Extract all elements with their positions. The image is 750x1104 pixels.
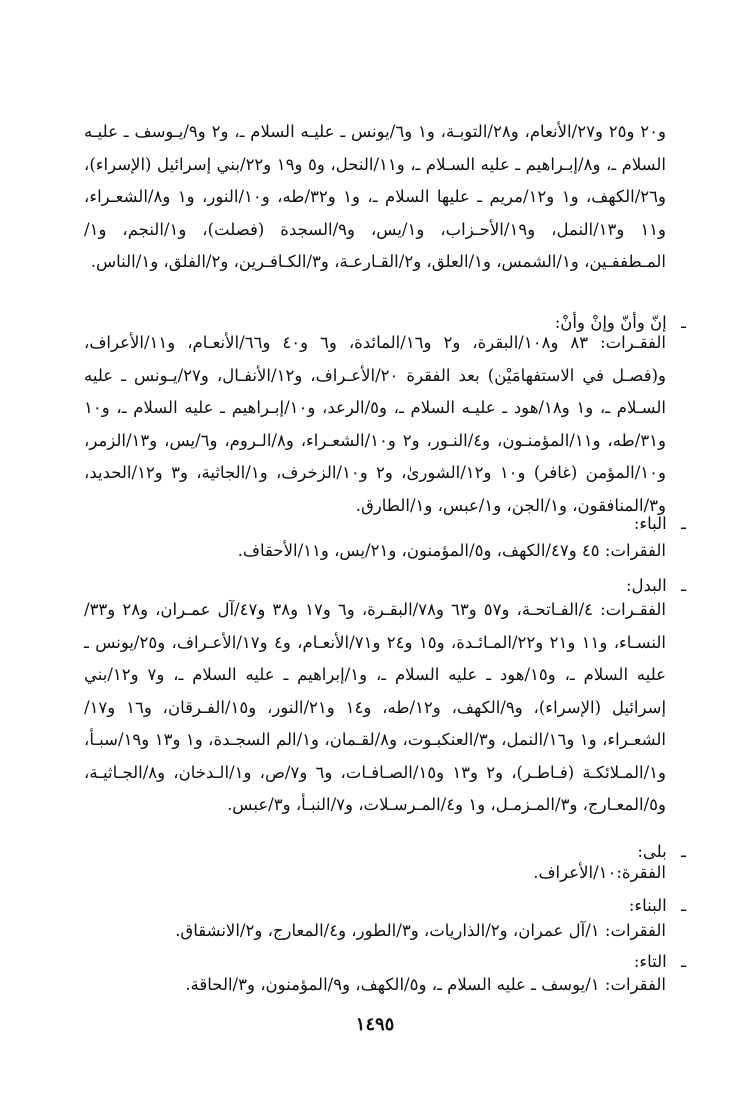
page-number: ١٤٩٥ — [355, 1014, 395, 1035]
heading-dash: ـ — [681, 514, 686, 533]
heading-label: التاء: — [633, 952, 667, 971]
heading-dash: ـ — [681, 313, 686, 332]
section-body-bala: الفقرة:١٠/الأعراف. — [533, 863, 666, 882]
heading-label: الباء: — [633, 514, 667, 533]
section-heading-binaa — [629, 894, 686, 918]
section-heading-baa — [634, 512, 686, 536]
heading-label: البدل: — [625, 576, 667, 595]
section-body-badal: الفقـرات: ٤/الفـاتحـة، و٥٧ و٦٣ و٧٨/البقـرة، و٦ و١٧ و٣٨ و٤٧/آل عمـران، و٢٨ و٣٣/النسـاء، و١١ و٢١ و٢٢/المـائـدة، و١٥ و٢٤ و٧١/الأنعـام، و٤ و١٧/الأعـراف، و٢٥/يونس ـ عليه السلام ـ، و١٥/هود ـ عليه السلام ـ، و١/إبراهيم ـ عليه السلام ـ، و٧ و١٢/بني إسرائيل (الإسراء)، و٩/الكهف، و١٢/طه، و١٤ و٢١/النور، و١٥/الفـرقان، و١٦ و١٧/الشعـراء، و١ و١٦/النمل، و٣/العنكبـوت، و٨/لقـمان، و١/الم السجـدة، و١ و١٣ و١٩/سبـأ، و١/المـلائكـة (فـاطـر)، و٢ و١٣ و١٥/الصـافـات، و٦ و٧/ص، و١/الـدخان، و٨/الجـاثيـة، و٥/المعـارج، و٣/المـزمـل، و١ و٤/المـرسـلات، و٧/النبـأ، و٣/عبس. — [84, 600, 667, 814]
heading-label: بلى: — [637, 842, 667, 861]
heading-dash: ـ — [681, 952, 686, 971]
section-body-baa: الفقرات: ٤٥ و٤٧/الكهف، و٥/المؤمنون، و٢١/يس، و١١/الأحقاف. — [237, 541, 666, 560]
heading-label: إنّ وأنّ وإنْ وأنْ: — [554, 313, 667, 332]
section-body-binaa: الفقرات: ١/آل عمران، و٢/الذاريات، و٣/الطور، و٤/المعارج، و٢/الانشقاق. — [175, 921, 666, 940]
section-body-inna: الفقـرات: ٨٣ و١٠٨/البقرة، و٢ و١٦/المائدة، و٦ و٤٠ و٦٦/الأنعـام، و١١/الأعراف، و(فصـل في الاستفهامَيْن) بعد الفقرة ٢٠/الأعـراف، و١٢/الأنفـال، و٢٧/يـونس ـ عليه السـلام ـ، و١ و١٨/هود ـ عليـه السلام ـ، و٥/الرعد، و١٠/إبـراهيم ـ عليه السلام ـ، و١٠ و٣١/طه، و١١/المؤمنـون، و٤/النـور، و٢ و١٠/الشعـراء، و٨/الـروم، و٦/يس، و١٣/الزمر، و١٠/المؤمن (غافر) و١٠ و١٢/الشورىٰ، و٢ و١٠/الزخرف، و١/الجاثية، و٣ و١٢/الحديد، و٣/المنافقون، و١/الجن، و١/عبس، و١/الطارق. — [84, 333, 667, 515]
intro-paragraph: و٢٠ و٢٥ و٢٧/الأنعام، و٢٨/التوبـة، و١ و٦/يونس ـ عليـه السلام ـ، و٢ و٩/يـوسف ـ عليـه السلام ـ، و٨/إبـراهيم ـ عليه السـلام ـ، و١١/النحل، و٥ و١٩ و٢٢/بني إسرائيل (الإسراء)، و٢٦/الكهف، و١ و١٢/مريم ـ عليها السلام ـ، و١ و٣٢/طه، و١٠/النور، و١ و٨/الشعـراء، و١١ و١٣/النمل، و١٩/الأحـزاب، و١/يس، و٩/السجدة (فصلت)، و١/النجم، و١/المـطففـين، و١/الشمس، و١/العلق، و٢/القـارعـة، و٣/الكـافـرين، و٢/الفلق، و١/الناس. — [84, 122, 667, 271]
heading-dash: ـ — [681, 576, 686, 595]
section-body-taa: الفقرات: ١/يوسف ـ عليه السلام ـ، و٥/الكهف، و٩/المؤمنون، و٣/الحاقة. — [185, 975, 666, 994]
heading-dash: ـ — [681, 842, 686, 861]
heading-label: البناء: — [628, 896, 667, 915]
heading-dash: ـ — [681, 896, 686, 915]
